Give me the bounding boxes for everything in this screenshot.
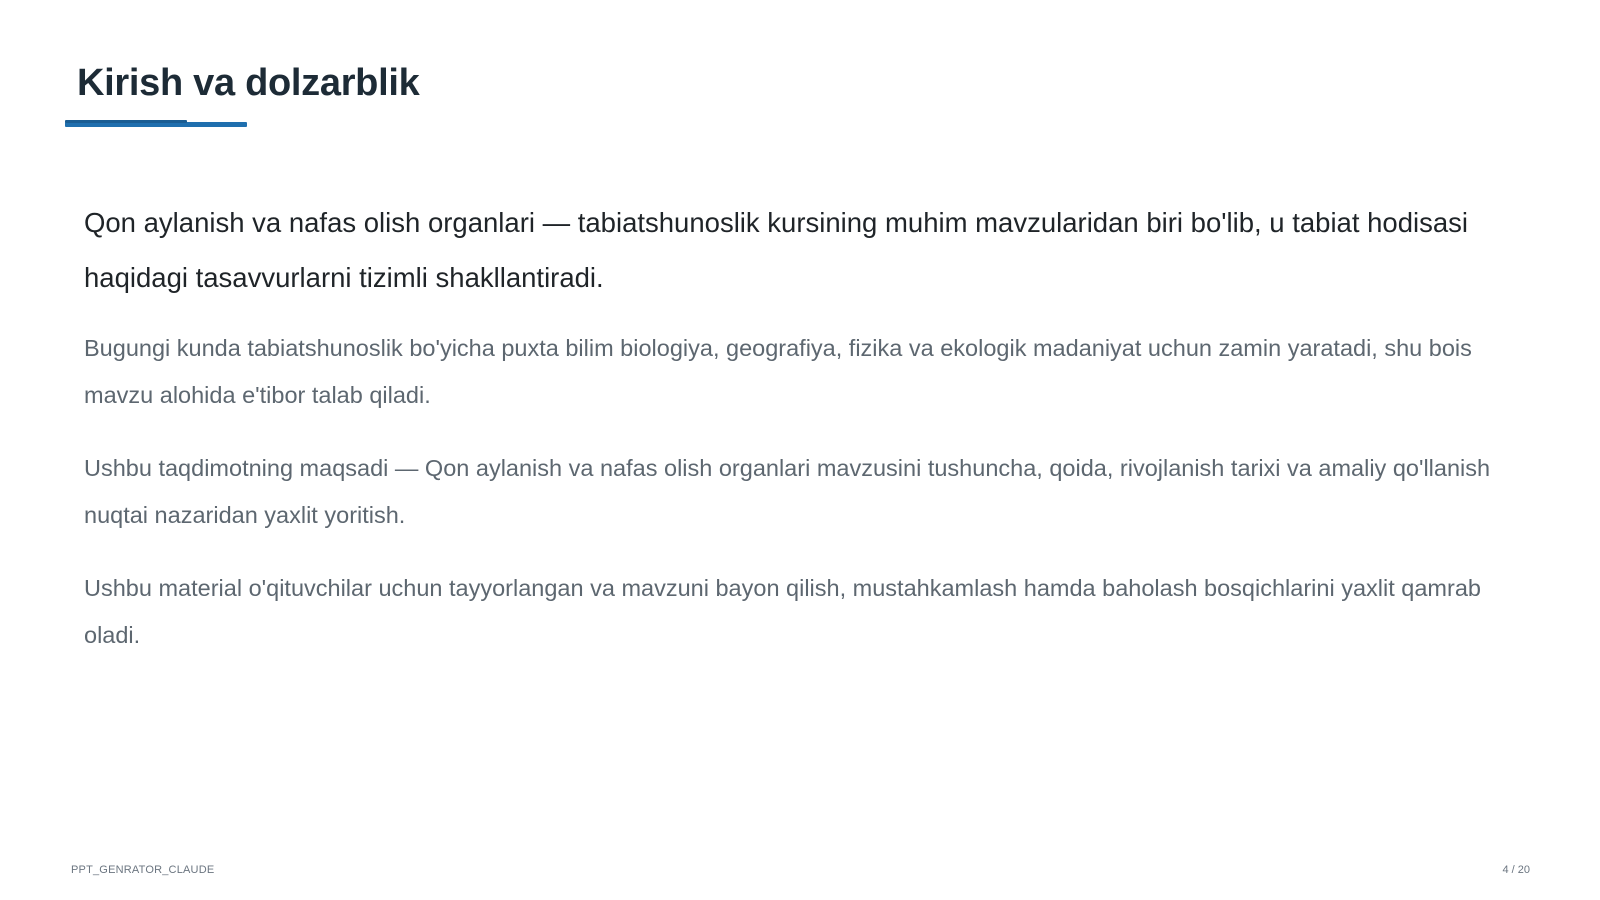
page-number: 4 / 20 — [1502, 864, 1530, 876]
lead-paragraph: Qon aylanish va nafas olish organlari — tabiatshunoslik kursining muhim mavzularidan biri bo'lib, u tabiat hodisasi haqidagi tasavvurlarni tizimli shakllantiradi. — [84, 207, 1469, 293]
title-underline-accent — [65, 120, 187, 123]
body-paragraph: Ushbu material o'qituvchilar uchun tayyorlangan va mavzuni bayon qilish, mustahkamlash hamda baholash bosqichlarini yaxlit qamrab oladi. — [84, 575, 1481, 648]
body-paragraph: Bugungi kunda tabiatshunoslik bo'yicha puxta bilim biologiya, geografiya, fizika va ekologik madaniyat uchun zamin yaratadi, shu bois mavzu alohida e'tibor talab qiladi. — [84, 335, 1472, 408]
slide-title: Kirish va dolzarblik — [77, 62, 420, 104]
body-paragraph: Ushbu taqdimotning maqsadi — Qon aylanish va nafas olish organlari mavzusini tushuncha, qoida, rivojlanish tarixi va amaliy qo'llanish nuqtai nazaridan yaxlit yoritish. — [84, 455, 1491, 528]
slide-content — [84, 195, 1524, 685]
footer-generator-label: PPT_GENRATOR_CLAUDE — [71, 864, 215, 876]
